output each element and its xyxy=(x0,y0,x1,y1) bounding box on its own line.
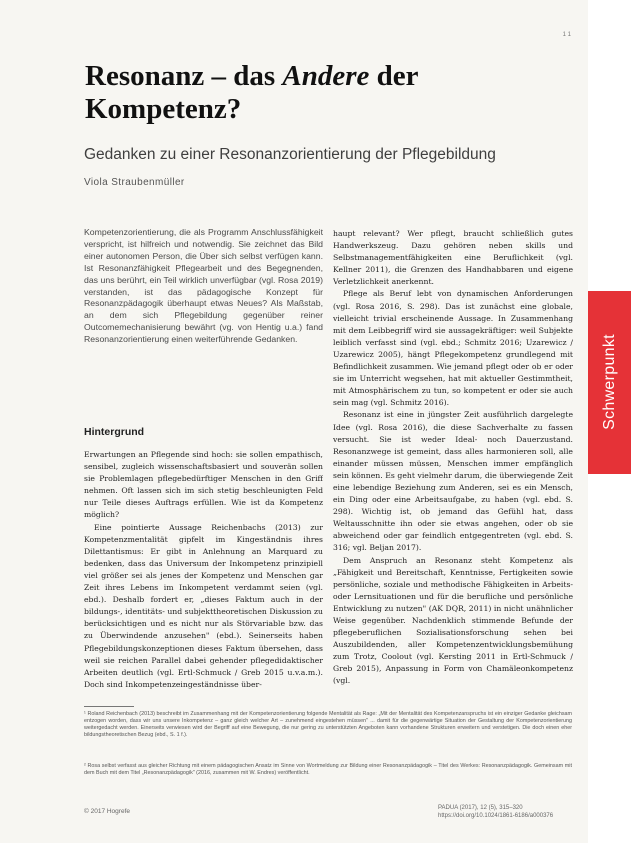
footnote-2: ² Rosa selbst verfasst aus gleicher Richtung mit einem pädagogischen Ansatz im Sinne von Wortmeldung zur Bildung einer Resonanzpädagogik – Titel des Werkes: Resonanzpädagogik. Gemeinsam mit dem Buch mit dem Titel „Resonanzpädagogik" (2016, zusammen mit W. Endres) veröffentlicht. xyxy=(84,763,572,776)
title-part2: der Kompetenz? xyxy=(85,60,419,125)
article-title xyxy=(85,60,525,126)
author-name: Viola Straubenmüller xyxy=(84,177,185,188)
copyright: © 2017 Hogrefe xyxy=(84,808,130,815)
abstract xyxy=(84,227,323,350)
article-subtitle: Gedanken zu einer Resonanzorientierung der Pflegebildung xyxy=(84,146,496,163)
footnote-divider xyxy=(84,706,134,707)
body-column-left xyxy=(84,449,323,700)
journal-citation: PADUA (2017), 12 (5), 315–320 xyxy=(438,805,523,811)
section-tab-label: Schwerpunkt xyxy=(601,334,618,430)
section-heading: Hintergrund xyxy=(84,426,145,438)
citation-info xyxy=(438,804,553,820)
body-paragraph: Erwartungen an Pflegende sind hoch: sie sollen empathisch, sensibel, zugleich wissenschaftsbasiert und souverän sollen sie Problemlagen pflegebedürftiger Menschen in den Griff nehmen. Oft lassen sich im sich stetig beschleunigten Feld nur Teile dieses Auftrags erfüllen. Wie ist da Kompetenz möglich? xyxy=(84,450,323,520)
body-paragraph: Dem Anspruch an Resonanz steht Kompetenz als „Fähigkeit und Bereitschaft, Kenntnisse, Fertigkeiten sowie persönliche, soziale und methodische Fähigkeiten in Arbeits- oder Lernsituationen und für die berufliche und persönliche Entwicklung zu nutzen" (AK DQR, 2011) in nicht unähnlicher Weise gegenüber. Nachdenklich stimmende Befunde der pflegeberuflichen Sozialisationsforschung sehen bei Auszubildenden, aller Kompetenzentwicklungsbemühung zum Trotz, Coolout (vgl. Kersting 2011 in Ertl-Schmuck / Greb 2015), Anpassung in Form von Chamäleonkompetenz (vgl. xyxy=(333,555,573,686)
doi-link[interactable]: https://doi.org/10.1024/1861-6186/a000376 xyxy=(438,813,554,819)
side-margin xyxy=(588,0,631,843)
page-number: 1 1 xyxy=(562,32,571,38)
body-paragraph: haupt relevant? Wer pflegt, braucht schließlich gutes Handwerkszeug. Dazu gehören neben skills und Selbstmanagementfähigkeiten eine Beruflichkeit (vgl. Kellner 2011), die Grenzen des Handhabbaren und eigene Verletzlichkeit anerkennt. xyxy=(333,229,573,287)
section-tab xyxy=(588,291,631,474)
body-paragraph: Eine pointierte Aussage Reichenbachs (2013) zur Kompetenzmentalität gipfelt im Kingeständnis ihres Dilettantismus: Er gibt in Anlehnung an Marquard zu bedenken, dass das Universum der Inkompetenz prinzipiell viel größer sei als jenes der Kompetenz und Menschen gar Zeit ihres Lebens im Inkompetent verdammt seien (vgl. ebd.). Deshalb fordert er, „dieses Faktum auch in der bildungs-, identitäts- und subjekttheoretischen Diskussion zu berücksichtigen und es nicht nur als Störvariable bzw. das zu Überwindende anzusehen" (ebd.). Seinerseits haben Pflegebildungskonzeptionen dieses Faktum übersehen, dass weil sie reichen Parallel dabei gehender pflegedidaktischer Arbeiten deutlich (vgl. Ertl-Schmuck / Greb 2015 u.v.a.m.). Doch sind Inkompetenzeingeständnisse über- xyxy=(84,522,323,689)
title-italic: Andere xyxy=(282,60,370,92)
title-part1: Resonanz – das xyxy=(85,60,283,92)
abstract-text: Kompetenzorientierung, die als Programm Anschlussfähigkeit verspricht, ist hilfreich und notwendig. Sie zeichnet das Bild einer autonomen Person, die Über sich selbst verfügen kann. Ist Resonanzfähigkeit Pflegearbeit und des Begegnenden, das uns berührt, ein Teil wirklich unverfügbar (vgl. Rosa 2019) verstanden, ist das pädagogische Konzept für Resonanzpädagogik überhaupt etwas Neues? Als Maßstab, an dem sich Pflegebildung gegenüber reiner Outcomemechanisierung bewährt (vg. von Hentig u.a.) fand Resonanzorientierung einen weiterführende Gedanken. xyxy=(84,227,323,345)
body-column-right xyxy=(333,228,573,700)
body-paragraph: Pflege als Beruf lebt von dynamischen Anforderungen (vgl. Rosa 2016, S. 298). Das ist zunächst eine globale, vielleicht trivial erscheinende Aussage. In Zusammenhang mit dem Leibbegriff wird sie aussagekräftiger: weil Subjekte leiblich verfasst sind (vgl. ebd.; Schmitz 2016; Uzarewicz / Uzarewicz 2005), hängt Pflegekompetenz grundlegend mit Befindlichkeit zusammen. Wie jemand pflegt oder ob er oder sie im Unterricht wegsehen, hat mit aktueller Gestimmtheit, mit Atmosphärischem zu tun, so kompetent er oder sie auch sein mag (vgl. Schmitz 2016). xyxy=(333,289,573,408)
body-paragraph: Resonanz ist eine in jüngster Zeit ausführlich dargelegte Idee (vgl. Rosa 2016), die diese Sachverhalte zu fassen versucht. Sie ist weder Ideal- noch Dauerzustand. Resonanzwege ist gemeint, dass alles harmonieren soll, alle einander müssen müssen, Menschen immer empfänglich sein können. Es geht vielmehr darum, die überwiegende Zeit eine lebendige Beziehung zum Anderen, sei es ein Mensch, ein Ding oder eine Arbeitsaufgabe, zu haben (vgl. ebd. S. 298). Wichtig ist, ob jemand das Gefühl hat, dass Weltausschnitte ihn oder sie etwas angehen, oder ob sie abweichend oder gar feindlich entgegentreten (vgl. ebd. S. 316; vgl. Beljan 2017). xyxy=(333,410,573,553)
footnote-1: ¹ Roland Reichenbach (2013) beschreibt im Zusammenhang mit der Kompetenzorientierung folgende Mentalität als Rage: „Mit der Mentalität des Kompetenzanspruchs ist ein einziger Gedanke gleichsam entzogen worden, dass wir uns unsere Inkompetenz – ganz gleich welcher Art – zunehmend eingestehen müssen" ... damit für die gegenwärtige Situation der Gestaltung der Kompetenzorientierung weitergedacht werden. Einerseits verwiesen wird der Begriff auf eine Bewegung, die nur gering zu unterstützten Angeboten kann vorhandene Strukturen erweitern und verstetigen. Die doch einen eher bildungstheoretischen Bezug (ebd., S. 1 f.). xyxy=(84,711,572,738)
